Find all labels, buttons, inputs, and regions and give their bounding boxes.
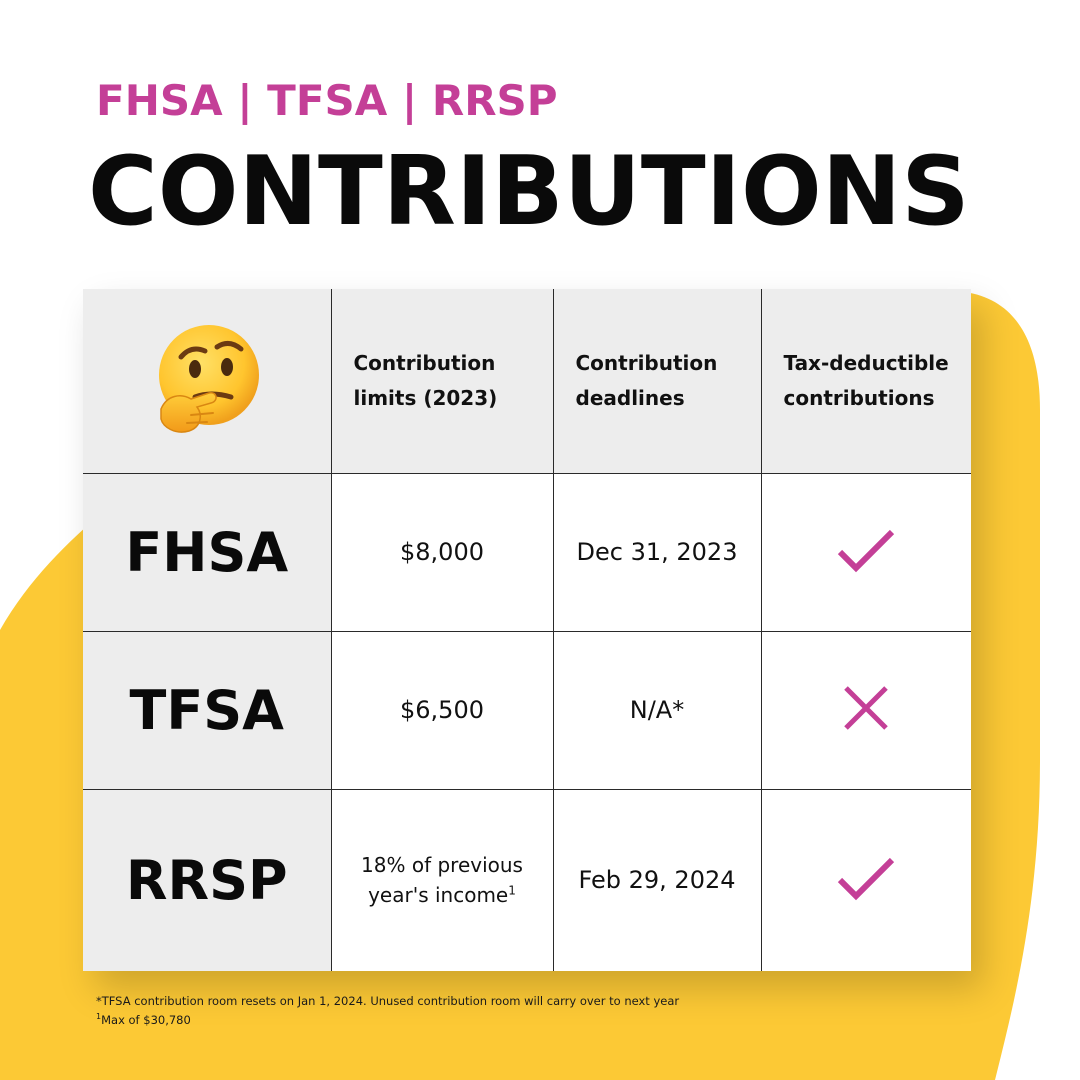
corner-cell bbox=[83, 289, 331, 473]
row-label: TFSA bbox=[83, 631, 331, 789]
table-row-tfsa bbox=[83, 631, 971, 789]
row-label: RRSP bbox=[83, 789, 331, 971]
table-header-row bbox=[83, 289, 971, 473]
column-header-line: Contribution bbox=[575, 350, 718, 375]
footnote-marker: 1 bbox=[96, 1012, 102, 1022]
footnotes bbox=[96, 992, 679, 1030]
column-header-line: Contribution bbox=[353, 350, 496, 375]
contribution-deadline: N/A* bbox=[553, 631, 761, 789]
footnote-tfsa: *TFSA contribution room resets on Jan 1, 2024. Unused contribution room will carry over to next year bbox=[96, 994, 680, 1008]
footnote-rrsp-max bbox=[96, 1011, 679, 1030]
contribution-limit: $8,000 bbox=[331, 473, 553, 631]
row-label: FHSA bbox=[83, 473, 331, 631]
tax-deductible-cell bbox=[761, 631, 971, 789]
check-icon bbox=[836, 526, 896, 574]
contribution-limit bbox=[331, 789, 553, 971]
column-header-line: contributions bbox=[783, 385, 935, 410]
table-row-rrsp bbox=[83, 789, 971, 971]
cross-icon bbox=[841, 683, 891, 733]
page-title: CONTRIBUTIONS bbox=[88, 137, 970, 247]
footnote-marker: 1 bbox=[508, 883, 516, 898]
column-header-line: deadlines bbox=[575, 385, 685, 410]
thinking-face-icon bbox=[151, 323, 263, 435]
page-kicker: FHSA | TFSA | RRSP bbox=[96, 76, 558, 125]
limit-line: 18% of previous bbox=[361, 853, 523, 878]
column-header-line: limits (2023) bbox=[353, 385, 498, 410]
check-icon bbox=[836, 854, 896, 902]
contribution-deadline: Feb 29, 2024 bbox=[553, 789, 761, 971]
column-header-deadlines bbox=[553, 289, 761, 473]
contribution-deadline: Dec 31, 2023 bbox=[553, 473, 761, 631]
comparison-table bbox=[83, 289, 971, 971]
contribution-limit: $6,500 bbox=[331, 631, 553, 789]
tax-deductible-cell bbox=[761, 789, 971, 971]
limit-line: year's income bbox=[368, 883, 509, 908]
column-header-tax-deductible bbox=[761, 289, 971, 473]
footnote-text: Max of $30,780 bbox=[101, 1013, 191, 1027]
table-row-fhsa bbox=[83, 473, 971, 631]
tax-deductible-cell bbox=[761, 473, 971, 631]
column-header-line: Tax-deductible bbox=[783, 350, 949, 375]
column-header-limits bbox=[331, 289, 553, 473]
